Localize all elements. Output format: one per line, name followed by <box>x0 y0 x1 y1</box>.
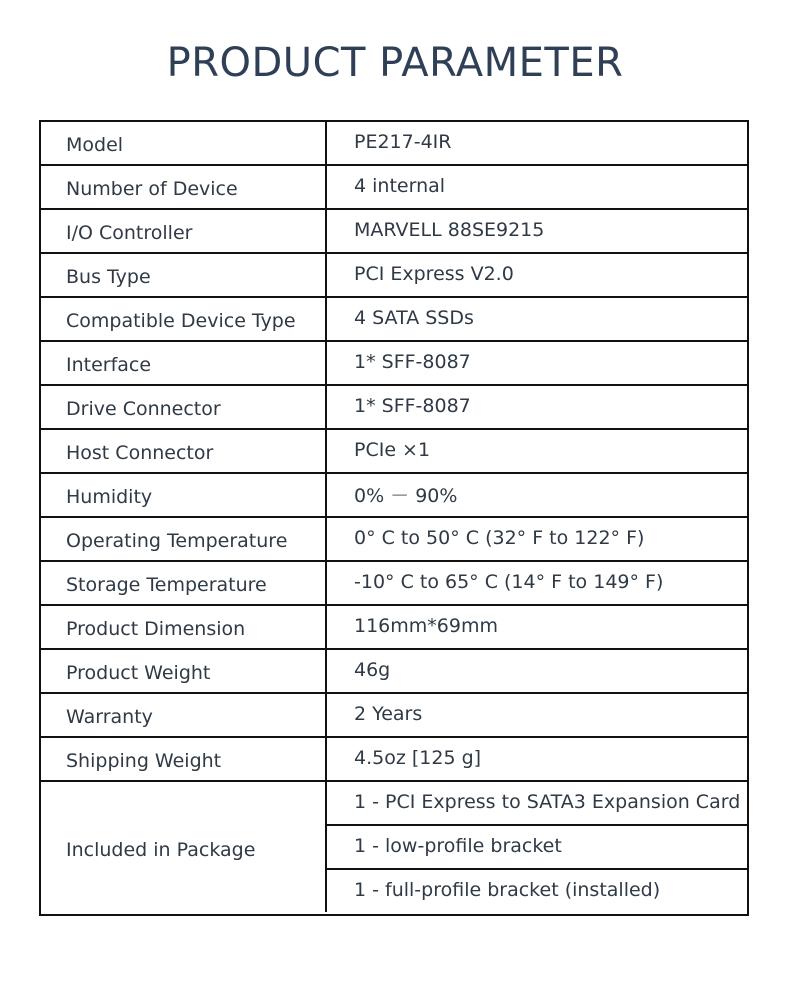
table-row <box>41 298 747 342</box>
package-item: 1 - PCI Express to SATA3 Expansion Card <box>327 782 747 826</box>
parameter-table <box>39 120 749 916</box>
table-row <box>41 518 747 562</box>
package-row <box>41 782 747 912</box>
row-label: Warranty <box>41 694 327 736</box>
table-row <box>41 430 747 474</box>
row-value: 4.5oz [125 g] <box>354 747 482 769</box>
row-value: PE217-4IR <box>354 131 452 153</box>
row-label: Bus Type <box>41 254 327 296</box>
table-row <box>41 738 747 782</box>
table-row <box>41 342 747 386</box>
row-value: PCIe ×1 <box>354 439 431 461</box>
package-item: 1 - low-profile bracket <box>327 826 747 870</box>
table-row <box>41 606 747 650</box>
row-value: 1* SFF-8087 <box>354 351 471 373</box>
row-label: Compatible Device Type <box>41 298 327 340</box>
table-row <box>41 650 747 694</box>
package-items <box>327 782 747 912</box>
row-label: Product Dimension <box>41 606 327 648</box>
table-row <box>41 254 747 298</box>
table-row <box>41 694 747 738</box>
page-title: PRODUCT PARAMETER <box>166 40 624 86</box>
row-value: 46g <box>354 659 391 681</box>
row-label: Humidity <box>41 474 327 516</box>
row-label: I/O Controller <box>41 210 327 252</box>
row-label: Model <box>41 122 327 164</box>
row-value: 1* SFF-8087 <box>354 395 471 417</box>
row-label: Operating Temperature <box>41 518 327 560</box>
table-row <box>41 210 747 254</box>
package-label: Included in Package <box>41 782 327 912</box>
row-label: Host Connector <box>41 430 327 472</box>
table-row <box>41 166 747 210</box>
row-value: -10° C to 65° C (14° F to 149° F) <box>354 571 664 593</box>
row-label: Product Weight <box>41 650 327 692</box>
row-value: 0° C to 50° C (32° F to 122° F) <box>354 527 645 549</box>
row-value: 116mm*69mm <box>354 615 498 637</box>
table-row <box>41 386 747 430</box>
row-value: 0% － 90% <box>354 484 458 507</box>
row-value: 4 SATA SSDs <box>354 307 474 329</box>
row-value: 2 Years <box>354 703 423 725</box>
row-label: Interface <box>41 342 327 384</box>
table-row <box>41 122 747 166</box>
row-value: 4 internal <box>354 175 446 197</box>
row-label: Storage Temperature <box>41 562 327 604</box>
row-label: Shipping Weight <box>41 738 327 780</box>
package-item: 1 - full-profile bracket (installed) <box>354 879 661 901</box>
row-value: PCI Express V2.0 <box>354 263 514 285</box>
row-value: MARVELL 88SE9215 <box>354 219 545 241</box>
row-label: Number of Device <box>41 166 327 208</box>
table-row <box>41 562 747 606</box>
row-label: Drive Connector <box>41 386 327 428</box>
table-row <box>41 474 747 518</box>
